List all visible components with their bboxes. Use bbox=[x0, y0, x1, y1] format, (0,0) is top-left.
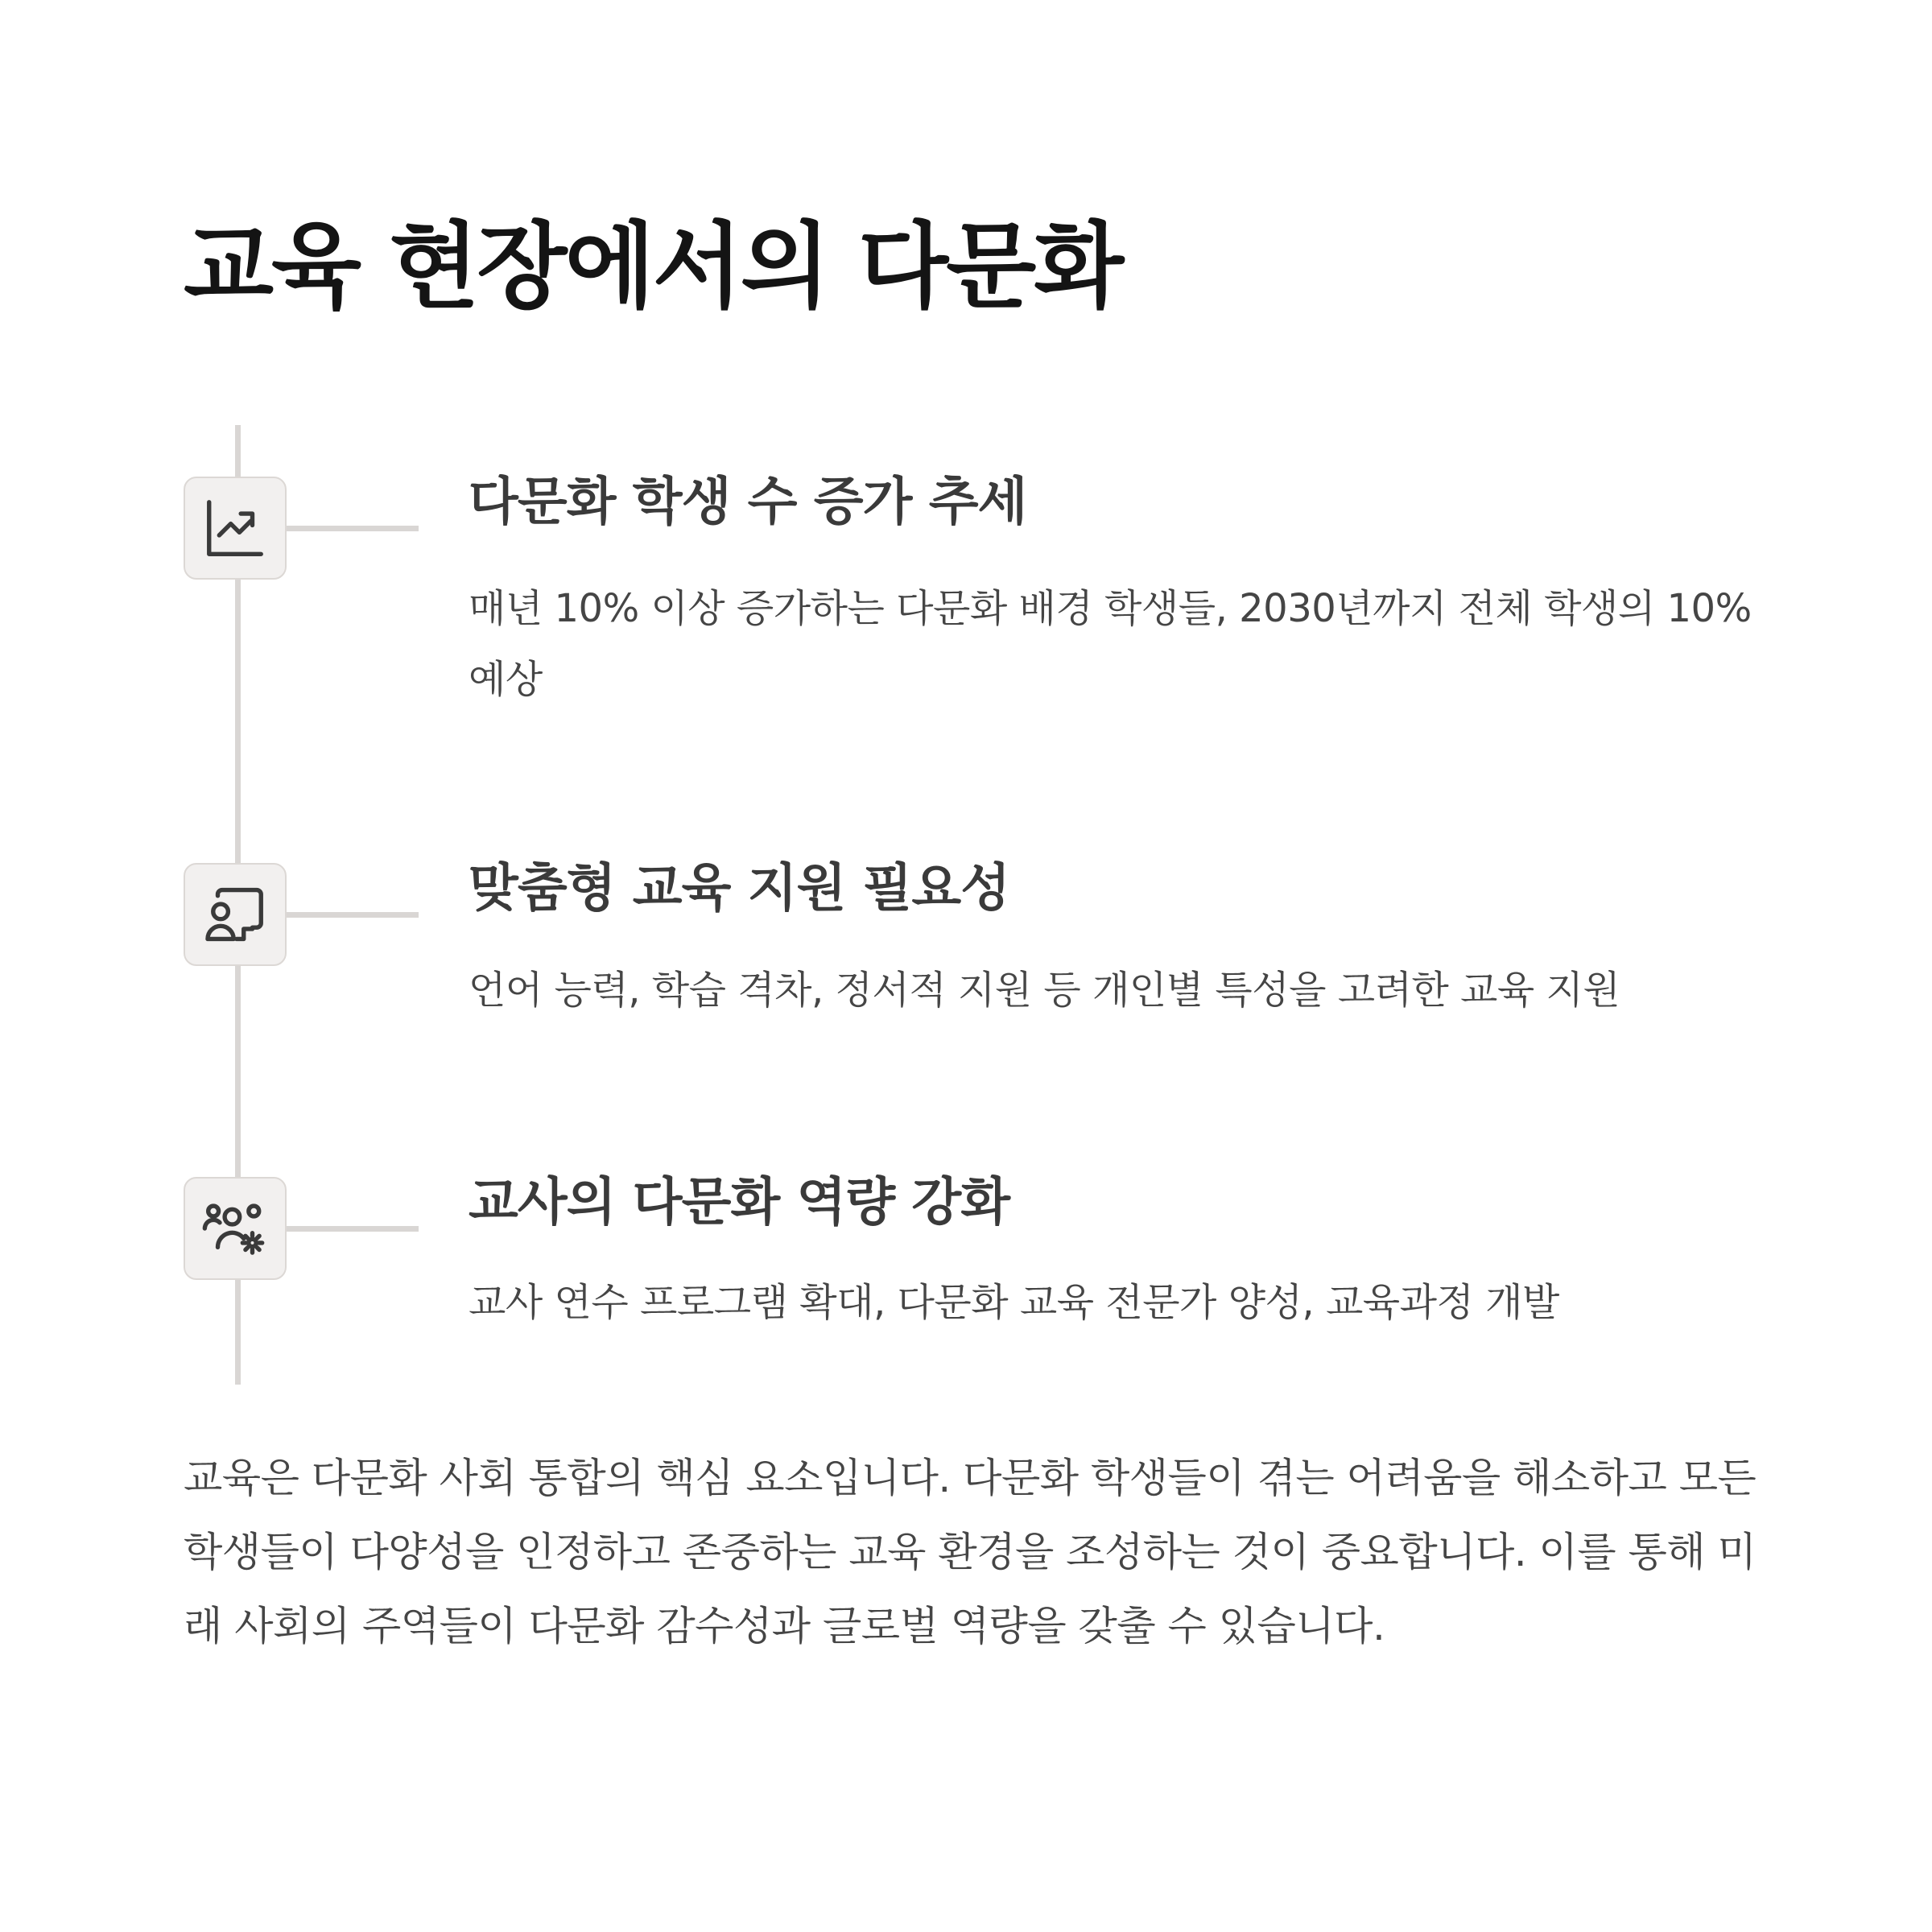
timeline-item-3-heading: 교사의 다문화 역량 강화 bbox=[469, 1173, 1010, 1232]
page-title: 교육 현장에서의 다문화 bbox=[184, 213, 1122, 321]
timeline-item-2-icon-box bbox=[184, 863, 287, 966]
timeline-item-3-icon-box bbox=[184, 1177, 287, 1280]
timeline-connector-1 bbox=[287, 526, 419, 531]
timeline-item-2-description: 언어 능력, 학습 격차, 정서적 지원 등 개인별 특성을 고려한 교육 지원 bbox=[469, 968, 1620, 1013]
trend-chart-icon bbox=[200, 493, 270, 563]
timeline-item-1-heading: 다문화 학생 수 증가 추세 bbox=[469, 473, 1027, 532]
summary-paragraph: 교육은 다문화 사회 통합의 핵심 요소입니다. 다문화 학생들이 겪는 어려움을 해소하고 모든 학생들이 다양성을 인정하고 존중하는 교육 환경을 조성하는 것이 중요합니다. 이를 통해 미래 사회의 주역들이 다문화 감수성과 글로벌 역량을 갖출 수 있습니다. bbox=[184, 1455, 1757, 1649]
timeline-connector-3 bbox=[287, 1226, 419, 1232]
timeline-item-3-description: 교사 연수 프로그램 확대, 다문화 교육 전문가 양성, 교육과정 개발 bbox=[469, 1280, 1559, 1325]
users-gear-icon bbox=[200, 1194, 270, 1263]
timeline-item-1-icon-box bbox=[184, 477, 287, 580]
timeline-connector-2 bbox=[287, 912, 419, 918]
timeline-item-1-description: 매년 10% 이상 증가하는 다문화 배경 학생들, 2030년까지 전체 학생의 10% 예상 bbox=[469, 586, 1752, 702]
person-board-icon bbox=[200, 880, 270, 949]
timeline-item-2-heading: 맞춤형 교육 지원 필요성 bbox=[469, 859, 1010, 919]
